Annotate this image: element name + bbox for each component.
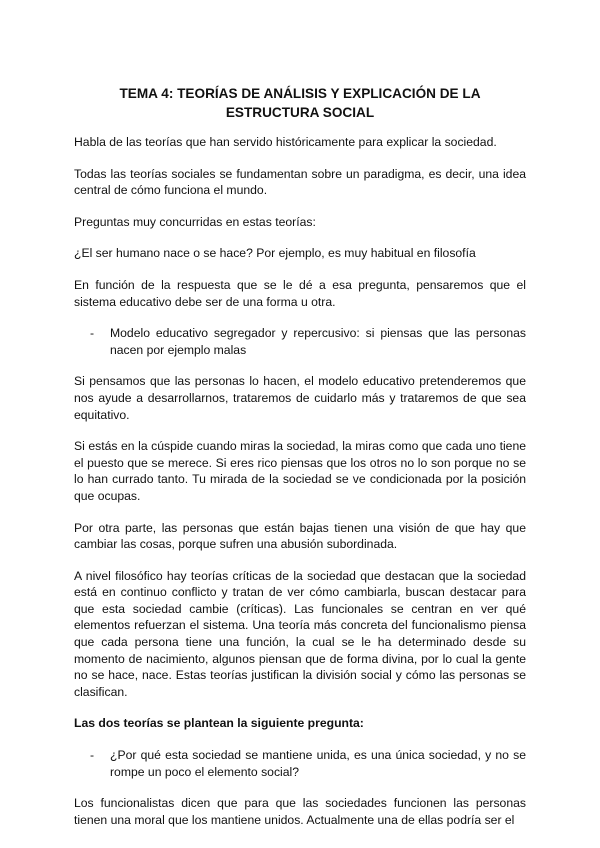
bullet-item — [74, 747, 526, 780]
dash-marker: - — [90, 326, 95, 341]
bullet-text: Modelo educativo segregador y repercusivo: si piensas que las personas nacen por ejemplo malas — [110, 326, 526, 357]
bullet-item — [74, 325, 526, 358]
document-title: TEMA 4: TEORÍAS DE ANÁLISIS Y EXPLICACIÓN DE LA ESTRUCTURA SOCIAL — [119, 86, 481, 120]
paragraph-cuspide: Si estás en la cúspide cuando miras la sociedad, la miras como que cada uno tiene el puesto que se merece. Si eres rico piensas que los otros no lo son porque no se lo han currado tanto. Tu mirada de la sociedad se ve condicionada por la posición que ocupas. — [74, 439, 526, 503]
paragraph-bajas: Por otra parte, las personas que están bajas tienen una visión de que hay que cambiar las cosas, porque sufren una abusión subordinada. — [74, 520, 526, 552]
paragraph-model: Si pensamos que las personas lo hacen, el modelo educativo pretenderemos que nos ayude a desarrollarnos, trataremos de cuidarlo más y trataremos de que sea equitativo. — [74, 374, 526, 422]
paragraph-funcionalistas: Los funcionalistas dicen que para que las sociedades funcionen las personas tienen una moral que los mantiene unidos. Actualmente una de ellas podría ser el — [74, 796, 526, 827]
paragraph-filosofico: A nivel filosófico hay teorías críticas de la sociedad que destacan que la sociedad está en continuo conflicto y tratan de ver cómo cambiarla, buscan destacar para que esta sociedad cambie (críticas). Las funcionales se centran en ver qué elementos refuerzan el sistema. Una teoría más concreta del funcionalismo piensa que cada persona tiene una función, la cual se le ha determinado desde su momento de nacimiento, algunos piensan que de forma divina, por lo cual la gente no se hace, nace. Estas teorías justifican la división social y cómo las personas se clasifican. — [74, 568, 526, 699]
bullet-text: ¿Por qué esta sociedad se mantiene unida, es una única sociedad, y no se rompe un poco el elemento social? — [110, 748, 526, 779]
paragraph-paradigm: Todas las teorías sociales se fundamentan sobre un paradigma, es decir, una idea central de cómo funciona el mundo. — [74, 166, 526, 198]
paragraph-education: En función de la respuesta que se le dé a esa pregunta, pensaremos que el sistema educativo debe ser de una forma u otra. — [74, 277, 526, 309]
paragraph-intro: Habla de las teorías que han servido históricamente para explicar la sociedad. — [74, 135, 497, 149]
paragraph-nature-question: ¿El ser humano nace o se hace? Por ejemplo, es muy habitual en filosofía — [74, 246, 476, 261]
paragraph-questions: Preguntas muy concurridas en estas teorías: — [74, 214, 316, 229]
dash-marker: - — [90, 748, 95, 763]
section-heading: Las dos teorías se plantean la siguiente pregunta: — [74, 716, 364, 731]
